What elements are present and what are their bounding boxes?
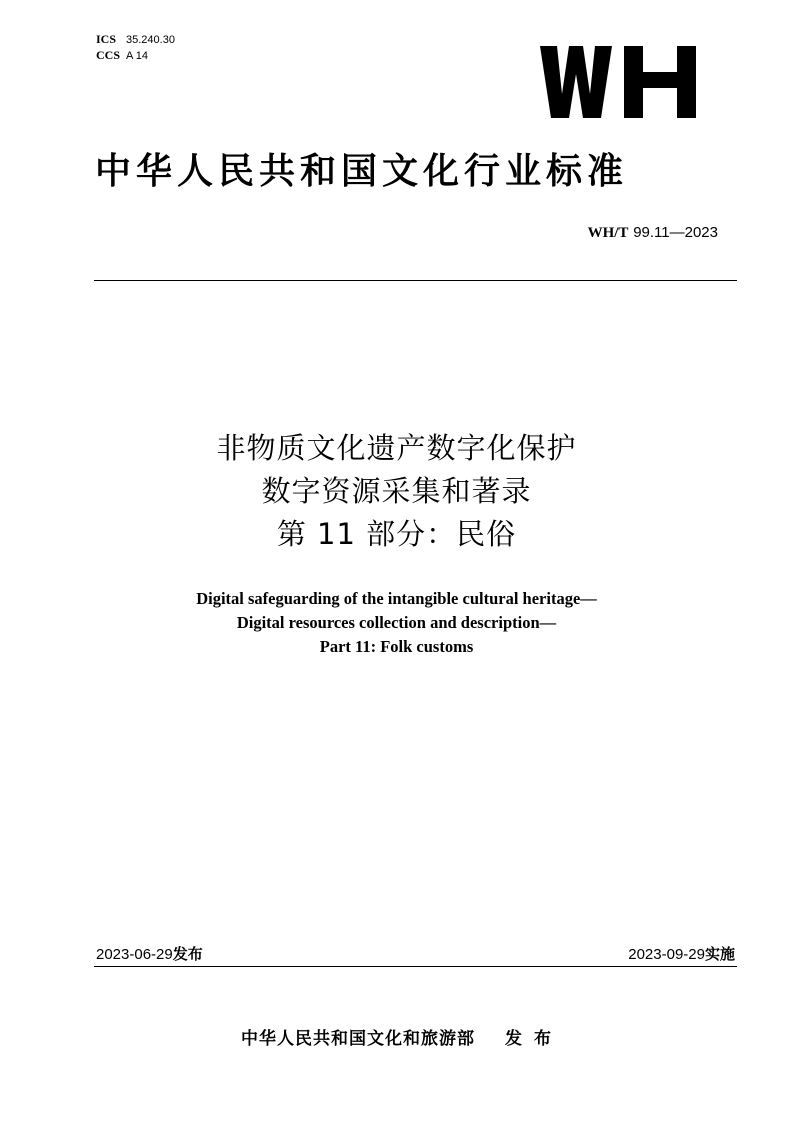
standard-number-prefix: WH/T [587, 225, 629, 241]
issuer [241, 1028, 563, 1050]
wh-logo-graphic [540, 38, 700, 124]
ics-label: ICS [96, 32, 117, 46]
title-en-line-2: Digital resources collection and description— [236, 613, 557, 632]
ccs-label: CCS [96, 48, 121, 62]
wh-logo-letter-h [624, 46, 696, 118]
implementation-date [628, 944, 735, 965]
wh-logo-letter-w [540, 46, 612, 118]
implementation-date-value: 2023-09-29 [628, 946, 705, 963]
classification-codes [96, 32, 175, 64]
ccs-line [96, 48, 175, 64]
release-date-value: 2023-06-29 [96, 946, 173, 963]
issuer-action: 发布 [505, 1029, 563, 1049]
org-title: 中华人民共和国文化行业标准 [95, 151, 629, 192]
ccs-value: A 14 [126, 50, 149, 62]
bottom-divider [94, 966, 737, 967]
title-cn-line-2: 数字资源采集和著录 [261, 474, 532, 508]
ics-value: 35.240.30 [126, 34, 175, 46]
release-date [96, 944, 203, 965]
title-cn-line-1: 非物质文化遗产数字化保护 [216, 431, 577, 465]
standard-number-value: 99.11—2023 [633, 224, 718, 241]
issuer-org: 中华人民共和国文化和旅游部 [241, 1029, 475, 1049]
title-en-line-3: Part 11: Folk customs [319, 637, 474, 656]
implementation-date-word: 实施 [704, 945, 735, 963]
release-date-word: 发布 [172, 945, 203, 963]
ics-line [96, 32, 175, 48]
wh-logo-icon [540, 38, 700, 124]
standard-number [588, 222, 718, 243]
title-cn-line-3: 第 11 部分：民俗 [276, 517, 517, 551]
top-divider [94, 280, 737, 281]
title-en-line-1: Digital safeguarding of the intangible cultural heritage— [196, 589, 597, 608]
